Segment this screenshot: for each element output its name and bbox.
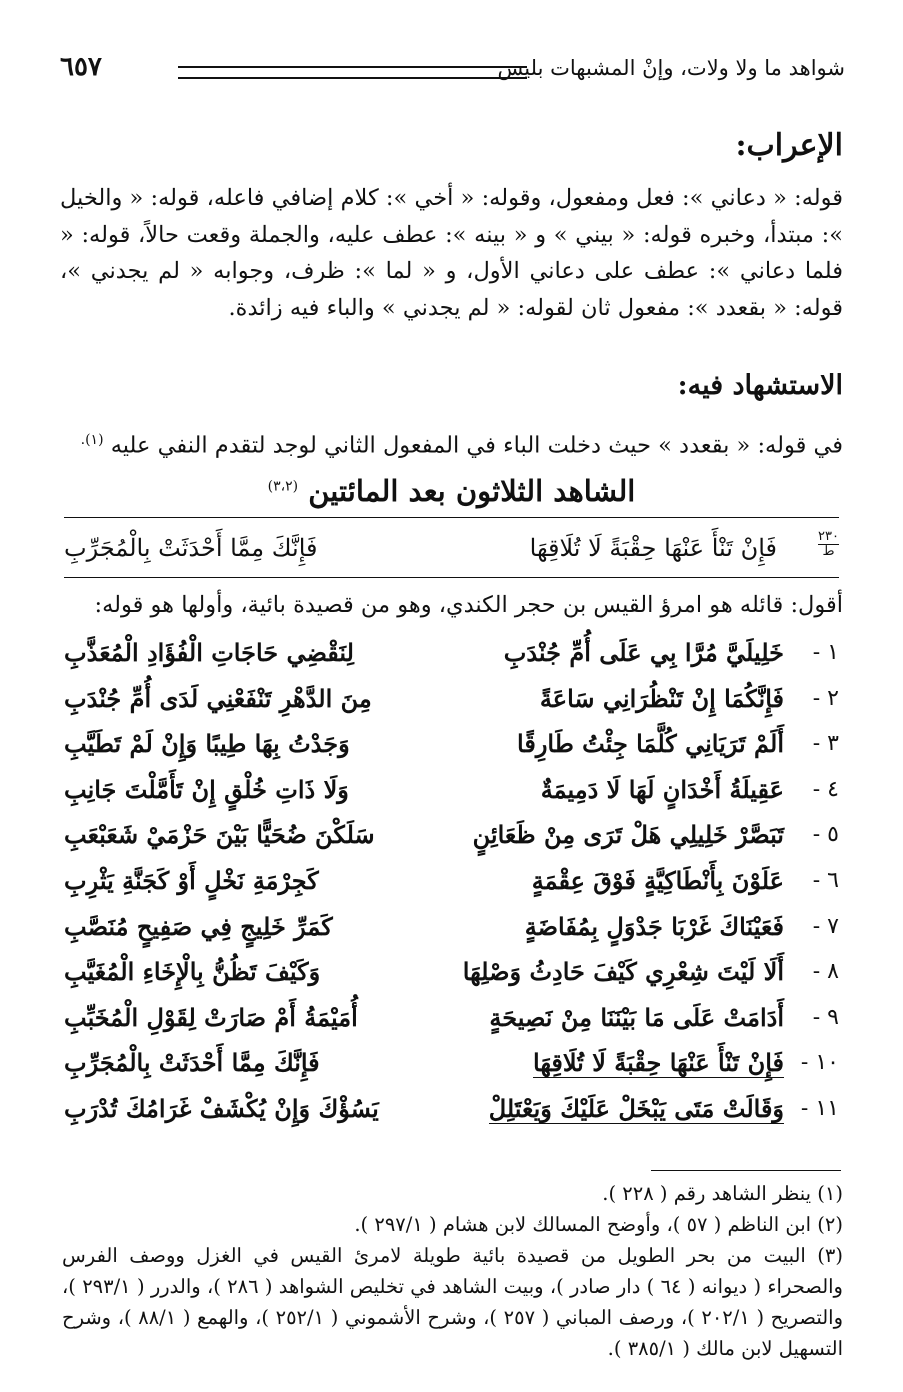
line-number: ٤ - [812,776,839,802]
second-hemistich: لِنَقْضِي حَاجَاتِ الْفُؤَادِ الْمُعَذَّبِ [64,638,354,667]
witness-title [0,474,903,508]
second-hemistich: وَكَيْفَ تَظُنُّ بِالْإِخَاءِ الْمُغَيَّبِ [64,957,321,987]
second-hemistich: سَلَكْنَ ضُحَيًّا بَيْنَ حَزْمَيْ شَعَبْعَبِ [64,820,375,850]
first-hemistich: أَلَمْ تَرَيَانِي كُلَّمَا جِئْتُ طَارِقًا [517,729,784,759]
line-number: ٥ - [812,822,839,848]
witness-title-ref: (٣،٢) [267,478,299,495]
second-hemistich: يَسُؤْكَ وَإِنْ يُكْشَفْ غَرَامُكَ تُدْرَبِ [64,1093,379,1123]
witness-second-hemistich: فَإِنَّكَ مِمَّا أَحْدَثَتْ بِالْمُجَرِّبِ [64,534,318,562]
first-hemistich: خَلِيلَيَّ مُرَّا بِي عَلَى أُمِّ جُنْدَبِ [503,638,784,667]
line-number: ١١ - [800,1095,839,1121]
poem-line [64,725,839,771]
line-number: ٩ - [812,1004,839,1030]
poem-line [64,953,839,999]
poem-line [64,816,839,862]
irab-heading: الإعراب: [735,128,843,163]
line-number: ٧ - [812,913,839,939]
poem-line [64,1044,839,1090]
second-hemistich: أُمَيْمَةُ أَمْ صَارَتْ لِقَوْلِ الْمُخَبِّبِ [64,1002,358,1032]
witness-title-text: الشاهد الثلاثون بعد المائتين [308,474,636,508]
first-hemistich: أَدَامَتْ عَلَى مَا بَيْنَنَا مِنْ نَصِيحَةٍ [489,1002,784,1032]
footnote-ref: (١). [80,432,104,448]
second-hemistich: فَإِنَّكَ مِمَّا أَحْدَثَتْ بِالْمُجَرِّبِ [64,1048,320,1078]
istishhad-heading: الاستشهاد فيه: [677,370,843,401]
verse-top-rule [64,517,839,518]
poem-line [64,1090,839,1136]
line-number: ٦ - [812,867,839,893]
poem [64,634,839,1136]
intro-paragraph: أقول: قائله هو امرؤ القيس بن حجر الكندي، وهو من قصيدة بائية، وأولها هو قوله: [94,592,843,618]
first-hemistich: تَبَصَّرْ خَلِيلِي هَلْ تَرَى مِنْ ظَعَائِنٍ [472,820,784,850]
footnote-3: (٣) البيت من بحر الطويل من قصيدة بائية طويلة لامرئ القيس في الغزل ووصف الفرس والصحراء ( ديوانه ( ٦٤ ) دار صادر )، وبيت الشاهد في تخليص الشواهد ( ٢٨٦ )، والدرر ( ٢٩٣/١ )، والتصريح ( ٢٠٢/١ )، ورصف المباني ( ٢٥٧ )، وشرح الأشموني ( ٢٥٢/١ )، والهمع ( ٨٨/١ )، وشرح التسهيل لابن مالك ( ٣٨٥/١ ). [62,1244,843,1360]
line-number: ٣ - [812,731,839,757]
poem-line [64,999,839,1045]
header-double-rule [178,66,527,79]
second-hemistich: كَمَرِّ خَلِيجٍ فِي صَفِيحٍ مُنَصَّبِ [64,911,333,941]
line-number: ١٠ - [800,1050,839,1076]
page-header [60,52,845,92]
first-hemistich: عَقِيلَةُ أَخْدَانٍ لَهَا لَا دَمِيمَةٌ [540,774,784,804]
first-hemistich: فَإِنَّكُمَا إِنْ تَنْظُرَانِي سَاعَةً [539,683,784,713]
irab-paragraph: قوله: « دعاني »: فعل ومفعول، وقوله: « أخي »: كلام إضافي فاعله، قوله: « والخيل »: مبتدأ، وخبره قوله: « بيني » و « بينه »: عطف عليه، والجملة وقعت حالاً، قوله: « فلما دعاني »: عطف على دعاني الأول، و « لما »: ظرف، وجوابه « لم يجدني »، قوله: « بقعدد »: مفعول ثان لقوله: « لم يجدني » والباء فيه زائدة. [60,185,843,321]
witness-meter: ط [822,544,835,559]
poem-line [64,908,839,954]
first-hemistich: فَعَيْنَاكَ غَرْبَا جَدْوَلٍ بِمُفَاضَةٍ [524,911,784,941]
running-title: شواهد ما ولا ولات، وإنْ المشبهات بليس [497,56,845,80]
first-hemistich: عَلَوْنَ بِأَنْطَاكِيَّةٍ فَوْقَ عِقْمَةٍ [531,865,784,895]
line-number: ١ - [812,640,839,665]
witness-number: ٢٣٠ [818,529,839,544]
footnote-2: (٢) ابن الناظم ( ٥٧ )، وأوضح المسالك لابن هشام ( ٢٩٧/١ ). [354,1213,843,1236]
second-hemistich: مِنَ الدَّهْرِ تَنْفَعْنِي لَدَى أُمِّ جُنْدَبِ [64,683,372,713]
poem-line [64,862,839,908]
first-hemistich: فَإِنْ تَنْأَ عَنْهَا حِقْبَةً لَا تُلَاقِهَا [533,1048,784,1078]
istishhad-paragraph [60,422,843,464]
footnote-1: (١) ينظر الشاهد رقم ( ٢٢٨ ). [602,1182,843,1205]
witness-first-hemistich: فَإِنْ تَنْأَ عَنْهَا حِقْبَةً لَا تُلَاقِهَا [529,534,777,562]
poem-line [64,771,839,817]
first-hemistich: وَقَالَتْ مَتَى يَبْخَلْ عَلَيْكَ وَيَعْتَلِلْ [488,1093,784,1123]
poem-line [64,680,839,726]
istishhad-text: في قوله: « بقعدد » حيث دخلت الباء في المفعول الثاني لوجد لتقدم النفي عليه [110,432,843,459]
verse-bottom-rule [64,577,839,578]
line-number: ٨ - [812,959,839,985]
page-number: ٦٥٧ [60,52,102,82]
second-hemistich: وَجَدْتُ بِهَا طِيبًا وَإِنْ لَمْ تَطَيَّبِ [64,729,350,759]
second-hemistich: كَجِرْمَةِ نَخْلٍ أَوْ كَجَنَّةِ يَثْرِبِ [64,865,319,895]
line-number: ٢ - [812,685,839,711]
witness-verse-number [818,530,839,559]
poem-line [64,634,839,680]
footnote-separator [651,1170,841,1171]
first-hemistich: أَلَا لَيْتَ شِعْرِي كَيْفَ حَادِثُ وَصْلِهَا [462,957,784,987]
footnotes [62,1178,843,1364]
second-hemistich: وَلَا ذَاتِ خُلْقٍ إِنْ تَأَمَّلْتَ جَانِبِ [64,774,349,804]
witness-verse [64,528,839,572]
